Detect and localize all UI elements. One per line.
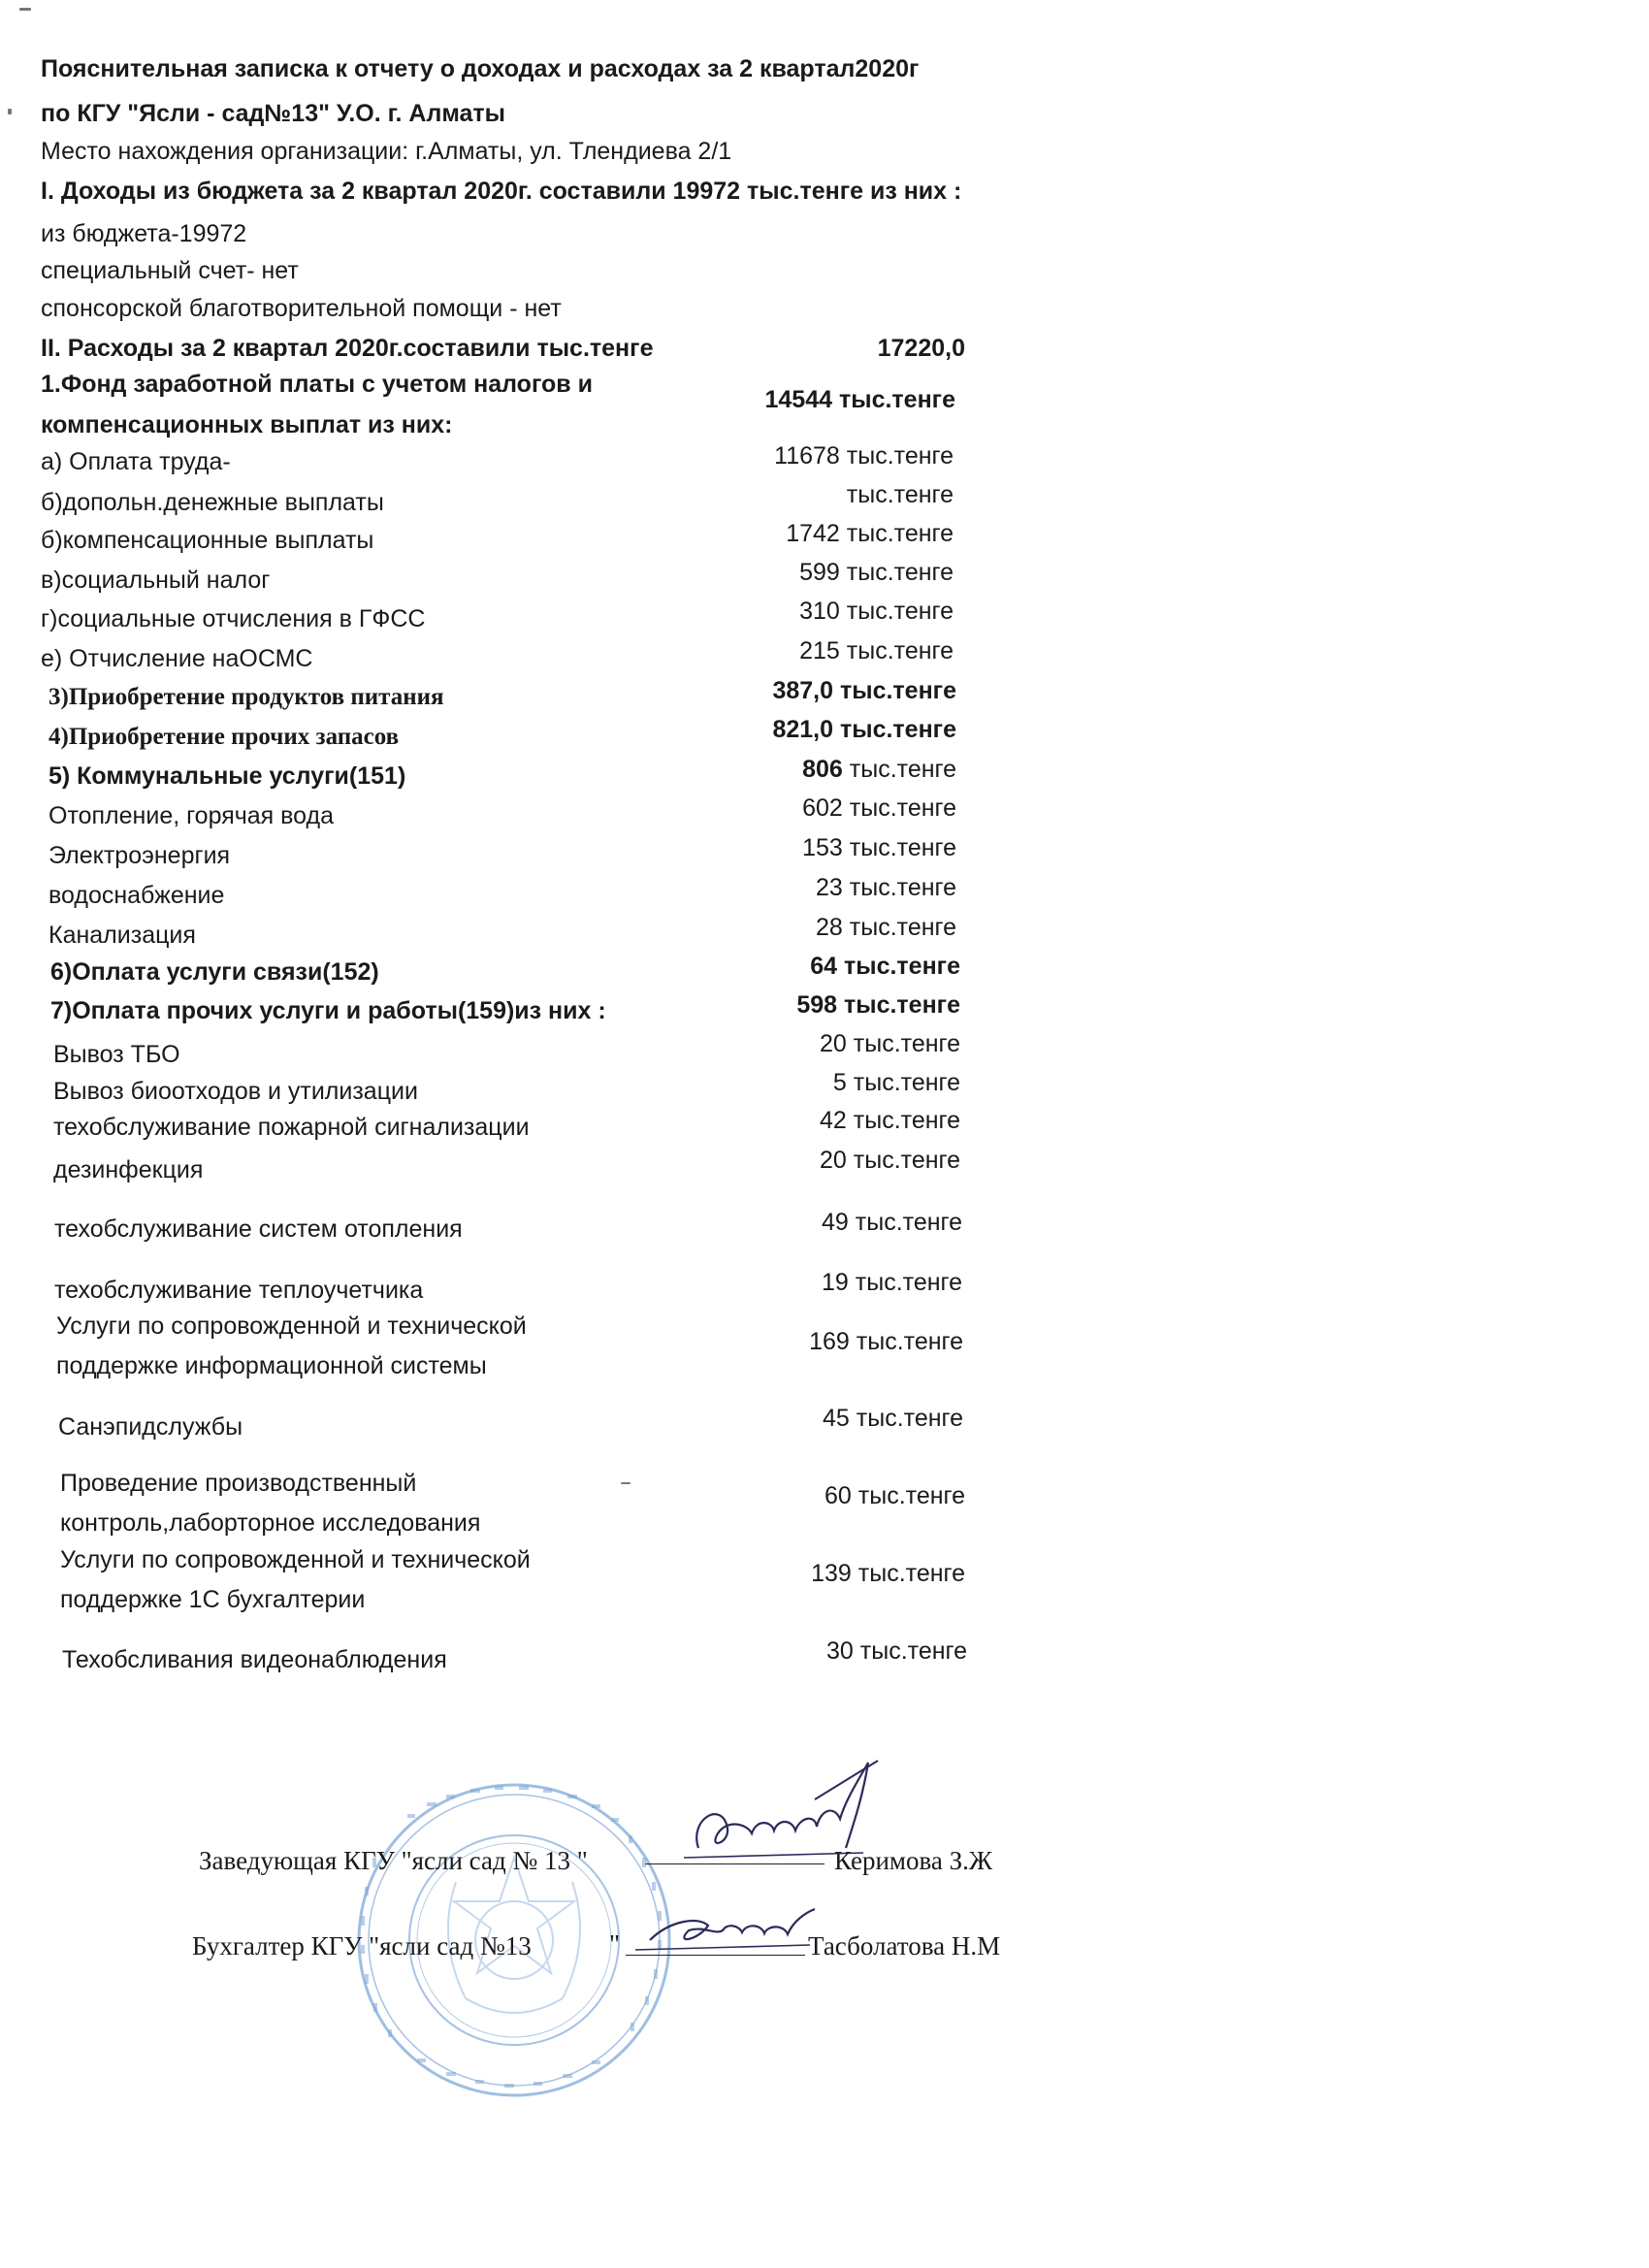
expense-unit: тыс.тенге bbox=[853, 1107, 960, 1134]
expense-amount: 1742 bbox=[786, 520, 840, 547]
expense-row-value bbox=[718, 1559, 965, 1588]
expense-row-label: техобслуживание систем отопления bbox=[54, 1215, 463, 1243]
expense-amount: 20 bbox=[820, 1030, 847, 1057]
expense-row-label-cont: поддержке информационной системы bbox=[56, 1352, 487, 1379]
expense-row-label: Канализация bbox=[48, 922, 196, 949]
expense-amount: 139 bbox=[811, 1560, 852, 1587]
expense-row-value bbox=[718, 1268, 962, 1297]
head-role: Заведующая КГУ "ясли сад № 13 " bbox=[199, 1846, 588, 1875]
income-heading: I. Доходы из бюджета за 2 квартал 2020г. составили 19972 тыс.тенге из них : bbox=[41, 178, 962, 205]
expense-unit: тыс.тенге bbox=[857, 1482, 965, 1509]
expense-row-label: 3)Приобретение продуктов питания bbox=[48, 684, 444, 710]
expense-unit: тыс.тенге bbox=[849, 874, 956, 901]
expense-unit: тыс.тенге bbox=[849, 756, 956, 783]
expense-row-label: Отопление, горячая вода bbox=[48, 802, 335, 829]
expense-amount: 45 bbox=[823, 1405, 850, 1432]
expense-row-value bbox=[718, 755, 956, 784]
expense-row-value bbox=[718, 441, 954, 470]
expense-row-label: Санэпидслужбы bbox=[58, 1413, 243, 1441]
expense-row-label: в)социальный налог bbox=[41, 567, 271, 594]
expense-unit: тыс.тенге bbox=[846, 559, 954, 586]
expense-unit: тыс.тенге bbox=[849, 914, 956, 941]
title-line-2: по КГУ "Ясли - сад№13" У.О. г. Алматы bbox=[41, 100, 506, 127]
expense-unit: тыс.тенге bbox=[846, 637, 954, 664]
scan-speck bbox=[8, 109, 12, 114]
expense-unit: тыс.тенге bbox=[855, 1209, 962, 1236]
expense-row-label: Услуги по сопровожденной и технической bbox=[60, 1546, 531, 1573]
expense-amount: 19 bbox=[822, 1269, 849, 1296]
expense-row-label: дезинфекция bbox=[53, 1156, 204, 1183]
expense-unit: тыс.тенге bbox=[855, 1269, 962, 1296]
head-name: Керимова З.Ж bbox=[834, 1846, 993, 1875]
expense-amount: 14544 bbox=[764, 386, 833, 413]
expense-row-label: б)допольн.денежные выплаты bbox=[41, 489, 384, 516]
expense-amount: 598 bbox=[796, 991, 838, 1019]
expense-unit: тыс.тенге bbox=[857, 1560, 965, 1587]
title-line-1: Пояснительная записка к отчету о доходах и расходах за 2 квартал2020г bbox=[41, 55, 920, 82]
expense-unit: тыс.тенге bbox=[856, 1328, 963, 1355]
expense-unit: тыс.тенге bbox=[843, 953, 960, 980]
expense-row-value bbox=[718, 597, 954, 626]
expense-amount: 60 bbox=[824, 1482, 852, 1509]
expense-row-label: техобслуживание пожарной сигнализации bbox=[53, 1114, 530, 1141]
expense-row-label: г)социальные отчисления в ГФСС bbox=[41, 605, 426, 632]
expense-amount: 5 bbox=[832, 1069, 847, 1096]
expense-unit: тыс.тенге bbox=[839, 716, 956, 743]
expense-row-value bbox=[718, 990, 960, 1020]
accountant-name: Тасболатова Н.М bbox=[808, 1931, 1001, 1960]
income-line-special-account: специальный счет- нет bbox=[41, 257, 299, 284]
income-line-sponsorship: спонсорской благотворительной помощи - нет bbox=[41, 295, 562, 322]
scan-speck bbox=[19, 8, 31, 11]
expense-row-label: Услуги по сопровожденной и технической bbox=[56, 1312, 527, 1340]
expense-row-value bbox=[718, 1106, 960, 1135]
expense-row-value bbox=[718, 558, 954, 587]
expense-row-label: б)компенсационные выплаты bbox=[41, 527, 374, 554]
expense-row-label: Вывоз ТБО bbox=[53, 1041, 180, 1068]
expense-amount: 28 bbox=[816, 914, 843, 941]
expense-row-value bbox=[718, 1636, 967, 1666]
expense-amount: 49 bbox=[822, 1209, 849, 1236]
expense-amount: 215 bbox=[799, 637, 840, 664]
expense-amount: 23 bbox=[816, 874, 843, 901]
expense-row-label: а) Оплата труда- bbox=[41, 448, 231, 475]
expense-amount: 42 bbox=[820, 1107, 847, 1134]
expense-amount: 599 bbox=[799, 559, 840, 586]
expense-unit: тыс.тенге bbox=[859, 1637, 967, 1665]
expense-row-value bbox=[718, 1327, 963, 1356]
location-line: Место нахождения организации: г.Алматы, ул. Тлендиева 2/1 bbox=[41, 138, 732, 165]
expense-row-value bbox=[718, 1068, 960, 1097]
expense-unit: тыс.тенге bbox=[853, 1069, 960, 1096]
expense-amount: 30 bbox=[826, 1637, 854, 1665]
expense-row-value bbox=[718, 1208, 962, 1237]
expense-unit: тыс.тенге bbox=[838, 386, 955, 413]
expense-unit: тыс.тенге bbox=[846, 442, 954, 470]
expense-row-label: Вывоз биоотходов и утилизации bbox=[53, 1078, 418, 1105]
expense-unit: тыс.тенге bbox=[846, 598, 954, 625]
expense-unit: тыс.тенге bbox=[853, 1147, 960, 1174]
expense-row-value bbox=[718, 952, 960, 981]
expense-row-value bbox=[718, 1481, 965, 1510]
scan-speck bbox=[621, 1482, 630, 1484]
expense-amount: 11678 bbox=[774, 442, 840, 470]
expense-row-label-cont: контроль,лаборторное исследования bbox=[60, 1509, 481, 1537]
expense-unit: тыс.тенге bbox=[849, 834, 956, 861]
expense-row-value bbox=[718, 1029, 960, 1058]
expense-amount: 310 bbox=[799, 598, 840, 625]
head-signature-scribble bbox=[669, 1741, 892, 1877]
expense-unit: тыс.тенге bbox=[849, 794, 956, 822]
expense-row-value bbox=[718, 794, 956, 823]
expense-row-label-cont: компенсационных выплат из них: bbox=[41, 411, 453, 438]
expense-row-value bbox=[718, 1404, 963, 1433]
expense-amount: 64 bbox=[810, 953, 838, 980]
expense-row-value bbox=[718, 480, 954, 509]
accountant-role: Бухгалтер КГУ "ясли сад №13 bbox=[192, 1931, 532, 1960]
expense-row-label: Техобсливания видеонаблюдения bbox=[62, 1646, 447, 1673]
expense-row-value bbox=[718, 519, 954, 548]
expense-row-label: 7)Оплата прочих услуги и работы(159)из них : bbox=[50, 997, 606, 1024]
expense-row-label: 4)Приобретение прочих запасов bbox=[48, 724, 400, 750]
expense-row-value bbox=[718, 873, 956, 902]
expense-row-value bbox=[737, 385, 955, 414]
expense-unit: тыс.тенге bbox=[853, 1030, 960, 1057]
income-line-budget: из бюджета-19972 bbox=[41, 220, 247, 247]
expenses-heading: II. Расходы за 2 квартал 2020г.составили тыс.тенге bbox=[41, 335, 654, 362]
accountant-role-closing-quote: " bbox=[609, 1929, 621, 1959]
expense-row-value bbox=[718, 636, 954, 665]
expense-amount: 806 bbox=[802, 756, 843, 783]
expense-amount: 20 bbox=[820, 1147, 847, 1174]
expense-row-label: Проведение производственный bbox=[60, 1470, 417, 1497]
expense-amount: 821,0 bbox=[772, 716, 834, 743]
expense-row-value bbox=[718, 833, 956, 862]
expense-amount: 169 bbox=[809, 1328, 850, 1355]
expense-unit: тыс.тенге bbox=[856, 1405, 963, 1432]
expense-amount: 387,0 bbox=[772, 677, 834, 704]
expenses-total: 17220,0 bbox=[877, 335, 965, 362]
expense-row-value bbox=[718, 1146, 960, 1175]
expense-row-label: водоснабжение bbox=[48, 882, 225, 909]
expense-row-label: техобслуживание теплоучетчика bbox=[54, 1277, 424, 1304]
expense-row-label: 5) Коммунальные услуги(151) bbox=[48, 762, 406, 790]
accountant-signature-scribble bbox=[630, 1901, 824, 1969]
expense-unit: тыс.тенге bbox=[843, 991, 960, 1019]
expense-row-label-cont: поддержке 1С бухгалтерии bbox=[60, 1586, 366, 1613]
expense-unit: тыс.тенге bbox=[846, 520, 954, 547]
expense-row-label: 1.Фонд заработной платы с учетом налогов и bbox=[41, 371, 593, 398]
expense-unit: тыс.тенге bbox=[839, 677, 956, 704]
expense-row-value bbox=[718, 676, 956, 705]
expense-row-value bbox=[718, 913, 956, 942]
expense-amount: 602 bbox=[802, 794, 843, 822]
expense-row-value bbox=[718, 715, 956, 744]
expense-unit: тыс.тенге bbox=[846, 481, 954, 508]
expense-row-label: е) Отчисление наОСМС bbox=[41, 645, 313, 672]
expense-row-label: Электроэнергия bbox=[48, 842, 231, 869]
expense-row-label: 6)Оплата услуги связи(152) bbox=[50, 958, 379, 986]
expense-amount: 153 bbox=[802, 834, 843, 861]
